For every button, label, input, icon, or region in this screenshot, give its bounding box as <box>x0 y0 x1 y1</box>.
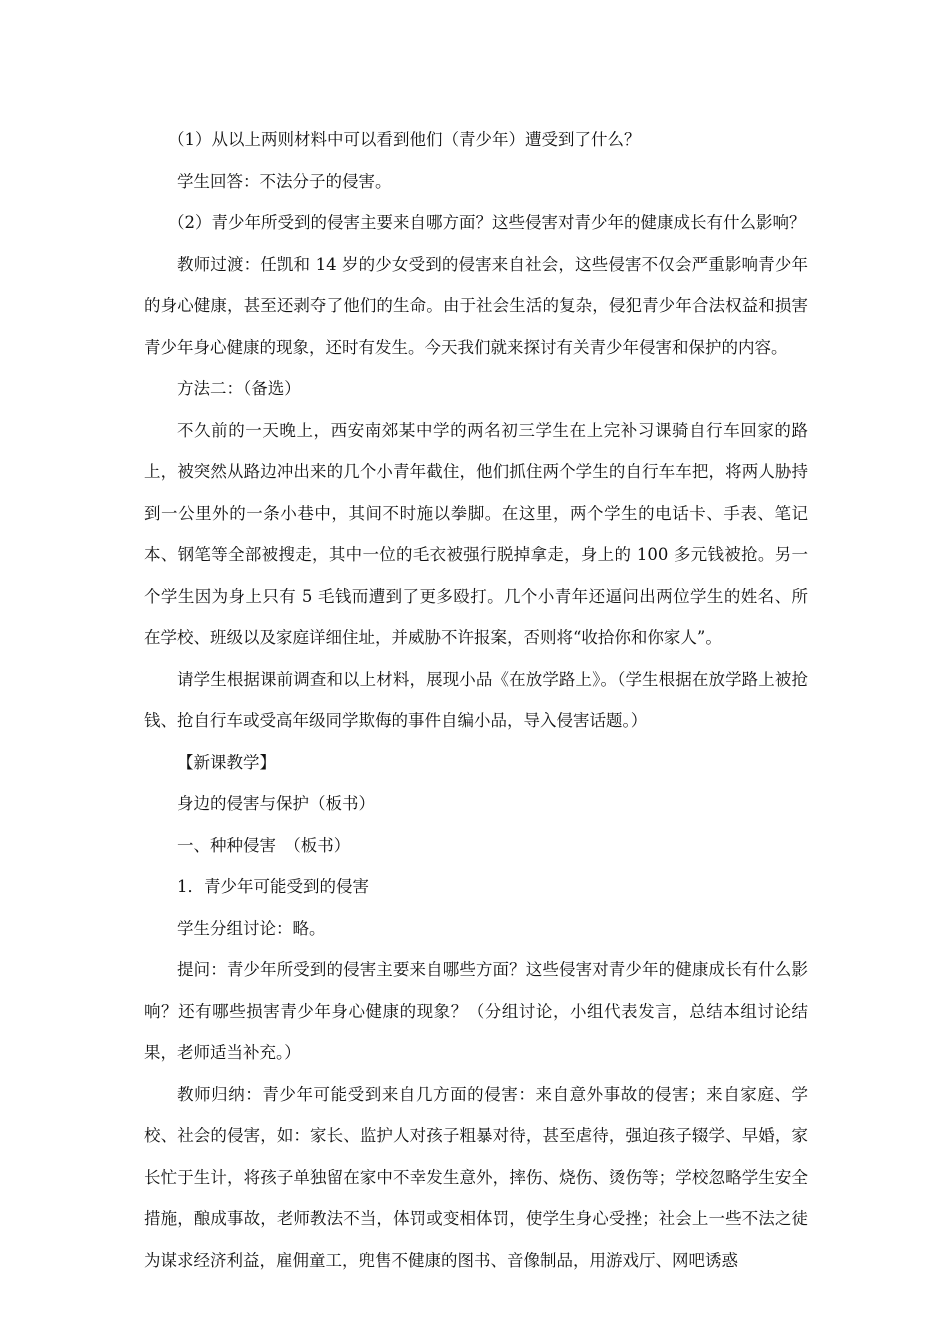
paragraph-skit-instruction: 请学生根据课前调查和以上材料，展现小品《在放学路上》。（学生根据在放学路上被抢钱、抢自行车或受高年级同学欺侮的事件自编小品，导入侵害话题。） <box>144 669 808 730</box>
section-heading-new-lesson: 【新课教学】 <box>177 752 276 772</box>
subsection-heading-possible-harms: 1．青少年可能受到的侵害 <box>177 877 369 896</box>
paragraph-method-two: 方法二：（备选） <box>177 379 301 398</box>
paragraph-student-answer: 学生回答：不法分子的侵害。 <box>177 171 392 191</box>
paragraph-group-discussion: 学生分组讨论：略。 <box>177 918 326 938</box>
paragraph-teacher-summary: 教师归纳：青少年可能受到来自几方面的侵害：来自意外事故的侵害；来自家庭、学校、社会的侵害，如：家长、监护人对孩子粗暴对待，甚至虐待，强迫孩子辍学、早婚，家长忙于生计，将孩子单独留在家中不幸发生意外，摔伤、烧伤、烫伤等；学校忽略学生安全措施，酿成事故，老师教法不当，体罚或变相体罚，使学生身心受挫；社会上一些不法之徒为谋求经济利益，雇佣童工，兜售不健康的图书、音像制品，用游戏厅、网吧诱惑 <box>144 1084 808 1270</box>
paragraph-question-prompt: 提问：青少年所受到的侵害主要来自哪些方面？这些侵害对青少年的健康成长有什么影响？还有哪些损害青少年身心健康的现象？（分组讨论，小组代表发言，总结本组讨论结果，老师适当补充。） <box>144 960 808 1062</box>
section-heading-harms: 一、种种侵害 （板书） <box>177 835 351 855</box>
paragraph-question-2: （2）青少年所受到的侵害主要来自哪方面？这些侵害对青少年的健康成长有什么影响？ <box>168 213 806 232</box>
paragraph-teacher-transition: 教师过渡：任凯和 14 岁的少女受到的侵害来自社会，这些侵害不仅会严重影响青少年的身心健康，甚至还剥夺了他们的生命。由于社会生活的复杂，侵犯青少年合法权益和损害青少年身心健康的现象，还时有发生。今天我们就来探讨有关青少年侵害和保护的内容。 <box>144 254 808 357</box>
document-body <box>144 119 808 1281</box>
paragraph-case-story: 不久前的一天晚上，西安南郊某中学的两名初三学生在上完补习课骑自行车回家的路上，被突然从路边冲出来的几个小青年截住，他们抓住两个学生的自行车车把，将两人胁持到一公里外的一条小巷中，其间不时施以拳脚。在这里，两个学生的电话卡、手表、笔记本、钢笔等全部被搜走，其中一位的毛衣被强行脱掉拿走，身上的 100 多元钱被抢。另一个学生因为身上只有 5 毛钱而遭到了更多殴打。几个小青年还逼问出两位学生的姓名、所在学校、班级以及家庭详细住址，并威胁不许报案，否则将“收拾你和你家人”。 <box>144 420 808 647</box>
paragraph-question-1: （1）从以上两则材料中可以看到他们（青少年）遭受到了什么？ <box>168 130 641 149</box>
board-title: 身边的侵害与保护（板书） <box>177 794 375 813</box>
